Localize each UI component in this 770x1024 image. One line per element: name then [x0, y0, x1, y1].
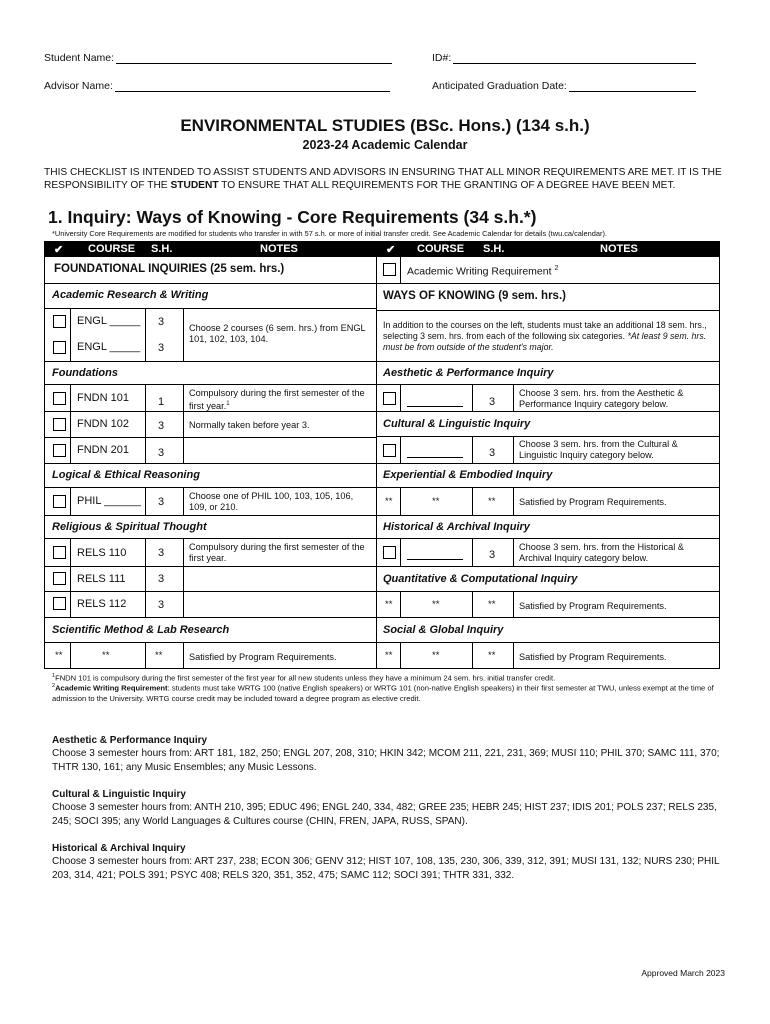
quantitative-check: **	[385, 599, 393, 610]
col-line	[183, 642, 184, 668]
advisor-name-line[interactable]	[115, 80, 390, 92]
col-line	[70, 308, 71, 361]
fndn-102-checkbox[interactable]	[53, 418, 66, 431]
divider	[376, 411, 720, 412]
divider	[44, 308, 376, 309]
student-name-label: Student Name:	[44, 52, 115, 64]
graduation-date-line[interactable]	[569, 80, 696, 92]
intro-bold: STUDENT	[170, 179, 219, 191]
course-header: COURSE	[88, 243, 136, 255]
sh-header: S.H.	[151, 243, 173, 255]
col-line	[472, 384, 473, 411]
divider	[44, 617, 376, 618]
graduation-date-label: Anticipated Graduation Date:	[432, 80, 567, 92]
rels-111-sh: 3	[158, 573, 165, 585]
footnote-1-text: FNDN 101 is compulsory during the first semester of the first year for all new students unless they have a minimum 24 sem. hrs. initial transfer credit.	[55, 673, 556, 683]
ways-note-text: In addition to the courses on the left, students must take an additional 18 sem. hrs., selecting 3 sem. hrs. from each of the following six categories.	[383, 320, 707, 341]
logical-heading: Logical & Ethical Reasoning	[52, 469, 200, 481]
col-line	[183, 538, 184, 617]
quantitative-heading: Quantitative & Computational Inquiry	[383, 573, 578, 585]
divider	[44, 463, 376, 464]
cultural-checkbox[interactable]	[383, 444, 396, 457]
divider	[44, 361, 376, 362]
aesthetic-list-body: Choose 3 semester hours from: ART 181, 182, 250; ENGL 207, 208, 310; HKIN 342; MCOM 211, 221, 231, 369; MUSI 110; PHIL 370; SAMC 111, 370; THTR 130, 161; any Music Ensembles; any Music Lessons.	[52, 748, 720, 773]
engl-2-course[interactable]: ENGL _____	[77, 341, 141, 353]
col-line	[183, 308, 184, 361]
footnote-2	[52, 681, 722, 704]
fndn-101-course: FNDN 101	[77, 392, 129, 404]
col-line	[472, 436, 473, 463]
intro-part1: THIS CHECKLIST IS INTENDED TO ASSIST STUDENTS AND ADVISORS IN ENSURING THAT ALL MINOR REQUIREMENTS ARE MET. IT IS THE RESPONSIBILITY OF THE	[44, 167, 722, 191]
col-line	[513, 538, 514, 566]
col-line	[400, 436, 401, 463]
ways-note	[383, 320, 716, 353]
col-line	[513, 642, 514, 668]
divider	[376, 642, 720, 643]
experiential-sh: **	[488, 496, 496, 507]
cultural-course-blank[interactable]	[407, 446, 463, 458]
aesthetic-heading: Aesthetic & Performance Inquiry	[383, 367, 554, 379]
foundational-heading: FOUNDATIONAL INQUIRIES (25 sem. hrs.)	[54, 263, 285, 275]
fndn-201-course: FNDN 201	[77, 444, 129, 456]
divider	[44, 538, 376, 539]
cultural-list-title: Cultural & Linguistic Inquiry	[52, 789, 186, 800]
col-line	[145, 487, 146, 515]
table-bottom-border	[44, 668, 720, 669]
fndn-101-note-text: Compulsory during the first semester of the first year.	[189, 388, 365, 412]
engl-2-checkbox[interactable]	[53, 341, 66, 354]
writing-requirement-text: Academic Writing Requirement	[407, 265, 552, 278]
historical-heading: Historical & Archival Inquiry	[383, 521, 530, 533]
check-header: ✔	[54, 243, 64, 256]
aesthetic-course-line[interactable]	[407, 396, 463, 407]
col-line	[145, 308, 146, 361]
aesthetic-list-title: Aesthetic & Performance Inquiry	[52, 735, 208, 746]
scientific-check: **	[55, 650, 63, 661]
fndn-201-sh: 3	[158, 447, 165, 459]
historical-list-title: Historical & Archival Inquiry	[52, 843, 186, 854]
advisor-name-label: Advisor Name:	[44, 80, 113, 92]
religious-heading: Religious & Spiritual Thought	[52, 521, 207, 533]
divider	[44, 384, 376, 385]
page-subtitle: 2023-24 Academic Calendar	[302, 138, 468, 152]
phil-sh: 3	[158, 496, 165, 508]
aesthetic-course-blank[interactable]	[407, 395, 463, 407]
rels-110-note: Compulsory during the first semester of the first year.	[189, 542, 365, 563]
divider	[376, 591, 720, 592]
fndn-101-note	[189, 388, 373, 412]
phil-note: Choose one of PHIL 100, 103, 105, 106, 109, or 210.	[189, 491, 354, 512]
scientific-course: **	[102, 650, 110, 661]
rels-112-sh: 3	[158, 599, 165, 611]
phil-checkbox[interactable]	[53, 495, 66, 508]
divider	[376, 463, 720, 464]
course-header-right: COURSE	[417, 243, 465, 255]
fndn-102-sh: 3	[158, 420, 165, 432]
divider	[376, 310, 720, 311]
col-line	[472, 642, 473, 668]
engl-1-course[interactable]: ENGL _____	[77, 315, 141, 327]
col-line	[70, 538, 71, 617]
check-header-right: ✔	[386, 243, 396, 256]
historical-note: Choose 3 sem. hrs. from the Historical & Archival Inquiry category below.	[519, 542, 684, 563]
historical-sh: 3	[489, 549, 496, 561]
col-line	[400, 384, 401, 411]
rels-110-checkbox[interactable]	[53, 546, 66, 559]
scientific-sh: **	[155, 650, 163, 661]
divider	[376, 361, 720, 362]
ways-of-knowing-heading: WAYS OF KNOWING (9 sem. hrs.)	[383, 290, 566, 302]
student-name-line[interactable]	[116, 52, 392, 64]
cultural-sh: 3	[489, 447, 496, 459]
scientific-heading: Scientific Method & Lab Research	[52, 624, 230, 636]
col-line	[145, 384, 146, 463]
historical-course-line[interactable]	[407, 549, 463, 560]
footnote-2-text: : students must take WRTG 100 (native English speakers) or WRTG 101 (non-native English speakers) in their first semester at TWU, unless exempt at the time of admission to the University. WRTG course credit may be included toward a degree program as elective credit.	[52, 683, 714, 703]
section-title: 1. Inquiry: Ways of Knowing - Core Requirements (34 s.h.*)	[48, 207, 537, 227]
rels-111-checkbox[interactable]	[53, 572, 66, 585]
divider	[376, 436, 720, 437]
divider	[44, 487, 376, 488]
col-line	[400, 257, 401, 283]
engl-2-sh: 3	[158, 342, 165, 354]
divider	[44, 437, 376, 438]
col-line	[183, 384, 184, 463]
divider	[44, 642, 376, 643]
historical-checkbox[interactable]	[383, 546, 396, 559]
right-table-header	[376, 241, 720, 257]
rels-112-course: RELS 112	[77, 598, 127, 610]
intro-text	[44, 167, 734, 192]
divider	[44, 591, 376, 592]
aesthetic-note: Choose 3 sem. hrs. from the Aesthetic & Performance Inquiry category below.	[519, 388, 684, 409]
col-line	[513, 436, 514, 463]
col-line	[472, 538, 473, 566]
divider	[376, 384, 720, 385]
fndn-101-note-sup: 1	[226, 401, 230, 407]
divider	[376, 617, 720, 618]
experiential-heading: Experiential & Embodied Inquiry	[383, 469, 553, 481]
historical-course-blank[interactable]	[407, 548, 463, 560]
left-table-header	[44, 241, 376, 257]
social-check: **	[385, 650, 393, 661]
col-line	[183, 487, 184, 515]
cultural-course-line[interactable]	[407, 447, 463, 458]
col-line	[145, 642, 146, 668]
id-label: ID#:	[432, 52, 452, 64]
social-course: **	[432, 650, 440, 661]
col-line	[400, 487, 401, 515]
cultural-list-body: Choose 3 semester hours from: ANTH 210, 395; EDUC 496; ENGL 240, 334, 482; GREE 235; HEBR 245; HIST 237; IDIS 201; POLS 237; RELS 235, 245; SOCI 395; any World Languages & Cultures course (CHIN, FREN, JAPA, RUSS, SPAN).	[52, 802, 717, 827]
rels-111-course: RELS 111	[77, 573, 126, 585]
rels-110-course: RELS 110	[77, 547, 127, 559]
engl-note: Choose 2 courses (6 sem. hrs.) from ENGL 101, 102, 103, 104.	[189, 323, 366, 344]
student-name-field[interactable]	[44, 52, 392, 64]
notes-header: NOTES	[260, 243, 298, 255]
ways-note-italic: *At least 9 sem. hrs. must be from outside of the student's major.	[383, 331, 707, 352]
footnote-2-sup: 2	[52, 683, 56, 689]
col-line	[472, 487, 473, 515]
sh-header-right: S.H.	[483, 243, 505, 255]
engl-1-sh: 3	[158, 316, 165, 328]
col-line	[400, 538, 401, 566]
intro-part2: TO ENSURE THAT ALL REQUIREMENTS FOR THE GRANTING OF A DEGREE HAVE BEEN MET.	[218, 179, 676, 191]
historical-list-body: Choose 3 semester hours from: ART 237, 238; ECON 306; GENV 312; HIST 107, 108, 135, 230, 306, 339, 312, 391; MUSI 131, 132; NURS 230; PHIL 203, 314, 421; POLS 391; PSYC 408; RELS 320, 351, 352, 475; SAMC 112; SOCI 391; THTR 331, 332.	[52, 856, 720, 881]
col-line	[145, 538, 146, 617]
engl-1-checkbox[interactable]	[53, 315, 66, 328]
col-line	[472, 591, 473, 617]
academic-research-heading: Academic Research & Writing	[52, 289, 209, 301]
divider	[44, 411, 376, 412]
social-heading: Social & Global Inquiry	[383, 624, 504, 636]
quantitative-course: **	[432, 599, 440, 610]
experiential-check: **	[385, 496, 393, 507]
divider	[44, 566, 376, 567]
col-line	[513, 384, 514, 411]
phil-course[interactable]: PHIL ______	[77, 495, 141, 507]
writing-requirement-label	[407, 265, 558, 278]
divider	[376, 283, 720, 284]
col-line	[70, 642, 71, 668]
divider	[376, 566, 720, 567]
divider	[376, 515, 720, 516]
notes-header-right: NOTES	[600, 243, 638, 255]
quantitative-sh: **	[488, 599, 496, 610]
divider	[376, 538, 720, 539]
advisor-name-field[interactable]	[44, 80, 390, 92]
fndn-201-checkbox[interactable]	[53, 444, 66, 457]
fndn-102-note: Normally taken before year 3.	[189, 420, 310, 430]
rels-110-sh: 3	[158, 547, 165, 559]
col-line	[400, 642, 401, 668]
foundations-heading: Foundations	[52, 367, 118, 379]
footnote-1-sup: 1	[52, 673, 56, 679]
id-field[interactable]	[432, 52, 696, 64]
social-sh: **	[488, 650, 496, 661]
quantitative-note: Satisfied by Program Requirements.	[519, 601, 667, 611]
aesthetic-checkbox[interactable]	[383, 392, 396, 405]
footnote-2-bold: Academic Writing Requirement	[55, 683, 168, 693]
divider	[44, 283, 376, 284]
col-line	[513, 487, 514, 515]
id-line[interactable]	[453, 52, 696, 64]
fndn-102-course: FNDN 102	[77, 418, 129, 430]
aesthetic-sh: 3	[489, 396, 496, 408]
fndn-101-checkbox[interactable]	[53, 392, 66, 405]
rels-112-checkbox[interactable]	[53, 597, 66, 610]
page-title: ENVIRONMENTAL STUDIES (BSc. Hons.) (134 s.h.)	[180, 116, 590, 135]
divider	[44, 515, 376, 516]
experiential-note: Satisfied by Program Requirements.	[519, 497, 667, 507]
scientific-note: Satisfied by Program Requirements.	[189, 652, 337, 662]
cultural-note: Choose 3 sem. hrs. from the Cultural & Linguistic Inquiry category below.	[519, 439, 678, 460]
graduation-date-field[interactable]	[432, 80, 696, 92]
writing-requirement-checkbox[interactable]	[383, 263, 396, 276]
experiential-course: **	[432, 496, 440, 507]
col-line	[70, 384, 71, 463]
col-line	[513, 591, 514, 617]
cultural-heading: Cultural & Linguistic Inquiry	[383, 418, 531, 430]
fndn-101-sh: 1	[158, 396, 165, 408]
writing-requirement-sup: 2	[554, 265, 559, 272]
col-line	[70, 487, 71, 515]
social-note: Satisfied by Program Requirements.	[519, 652, 667, 662]
section-note: *University Core Requirements are modified for students who transfer in with 57 s.h. or more of initial transfer credit. See Academic Calendar for details (twu.ca/calendar).	[52, 229, 607, 238]
divider	[376, 487, 720, 488]
col-line	[400, 591, 401, 617]
approved-date: Approved March 2023	[641, 968, 725, 978]
